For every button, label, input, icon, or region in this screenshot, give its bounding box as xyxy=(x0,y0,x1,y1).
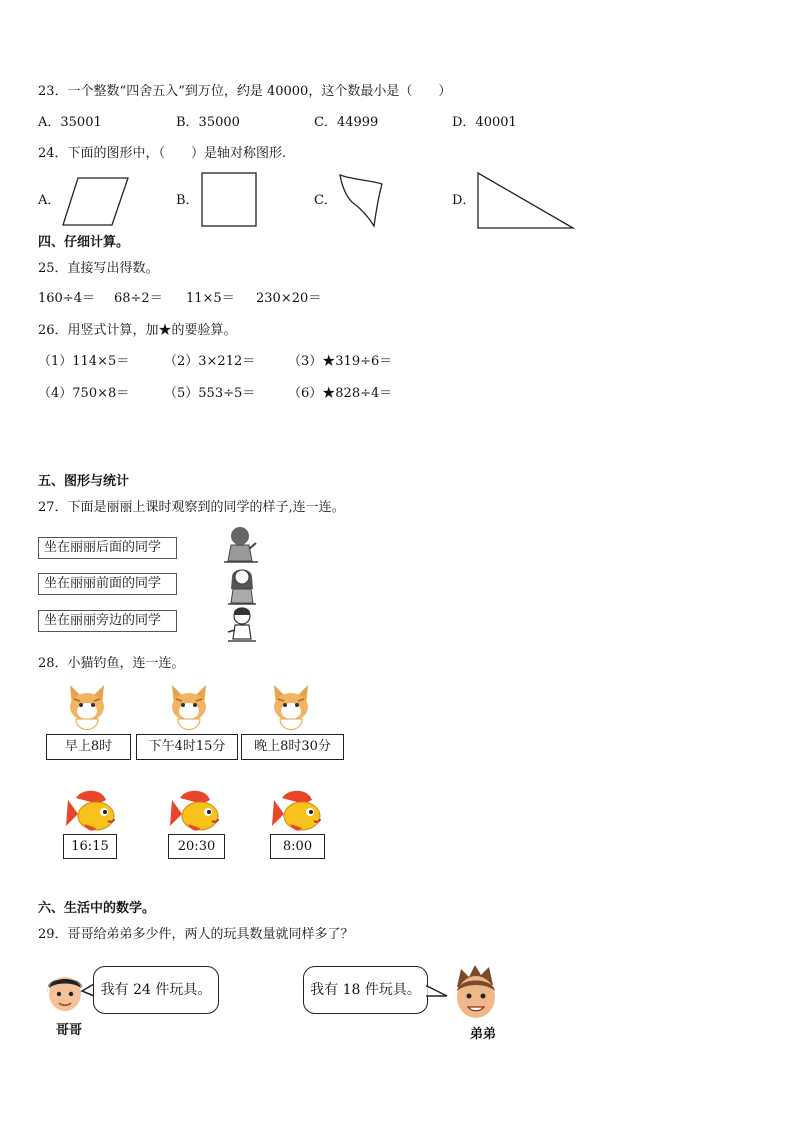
brother-name: 哥哥 xyxy=(56,1023,83,1038)
q25-item-2: 68÷2＝ xyxy=(114,291,163,306)
student-back-view-image xyxy=(224,525,258,565)
q26-item-4: （4）750×8＝ xyxy=(38,386,130,401)
q24-label-a: A． xyxy=(38,193,61,208)
q24-stem: 24．下面的图形中，（ ）是轴对称图形. xyxy=(38,146,287,161)
q25-stem: 25．直接写出得数。 xyxy=(38,261,159,276)
goldfish-image xyxy=(62,790,120,836)
q23-option-b: B．35000 xyxy=(176,115,240,130)
q26-item-5: （5）553÷5＝ xyxy=(164,386,256,401)
cat-label-1[interactable]: 早上8时 xyxy=(46,734,131,760)
right-triangle-shape xyxy=(477,172,575,230)
q25-item-1: 160÷4＝ xyxy=(38,291,95,306)
q24-label-c: C． xyxy=(314,193,337,208)
q26-item-6: （6）★828÷4＝ xyxy=(288,386,393,401)
section-5-heading: 五、图形与统计 xyxy=(38,474,130,489)
irregular-shape xyxy=(336,172,386,228)
cat-label-2[interactable]: 下午4时15分 xyxy=(136,734,238,760)
cat-label-3[interactable]: 晚上8时30分 xyxy=(241,734,344,760)
fish-label-1[interactable]: 16:15 xyxy=(63,834,117,859)
parallelogram-shape xyxy=(62,177,130,227)
q26-item-2: （2）3×212＝ xyxy=(164,354,256,369)
q27-stem: 27．下面是丽丽上课时观察到的同学的样子,连一连。 xyxy=(38,500,345,515)
q23-option-a: A．35001 xyxy=(38,115,102,130)
fish-label-2[interactable]: 20:30 xyxy=(168,834,225,859)
younger-brother-name: 弟弟 xyxy=(470,1027,497,1042)
q25-item-3: 11×5＝ xyxy=(186,291,235,306)
younger-brother-avatar xyxy=(451,965,501,1025)
speech-bubble-tail xyxy=(425,984,449,1000)
q23-option-c: C．44999 xyxy=(314,115,379,130)
q23-option-d: D．40001 xyxy=(452,115,517,130)
section-4-heading: 四、仔细计算。 xyxy=(38,235,130,250)
q28-stem: 28．小猫钓鱼，连一连。 xyxy=(38,656,185,671)
square-shape xyxy=(201,172,258,228)
q26-item-3: （3）★319÷6＝ xyxy=(288,354,393,369)
cat-image xyxy=(166,683,212,733)
student-front-view-image xyxy=(226,563,258,605)
goldfish-image xyxy=(268,790,326,836)
q27-box-beside[interactable]: 坐在丽丽旁边的同学 xyxy=(38,610,177,632)
q23-stem: 23．一个整数“四舍五入”到万位，约是 40000，这个数最小是（ ） xyxy=(38,84,452,99)
younger-brother-speech-bubble: 我有 18 件玩具。 xyxy=(303,966,428,1014)
q27-box-behind[interactable]: 坐在丽丽后面的同学 xyxy=(38,537,177,559)
cat-image xyxy=(64,683,110,733)
section-6-heading: 六、生活中的数学。 xyxy=(38,901,156,916)
q26-stem: 26．用竖式计算，加★的要验算。 xyxy=(38,323,237,338)
q29-stem: 29．哥哥给弟弟多少件，两人的玩具数量就同样多了？ xyxy=(38,927,354,942)
fish-label-3[interactable]: 8:00 xyxy=(270,834,325,859)
q24-label-b: B． xyxy=(176,193,199,208)
cat-image xyxy=(268,683,314,733)
student-side-view-image xyxy=(226,606,258,644)
q27-box-front[interactable]: 坐在丽丽前面的同学 xyxy=(38,573,177,595)
q24-label-d: D． xyxy=(452,193,476,208)
q26-item-1: （1）114×5＝ xyxy=(38,354,130,369)
goldfish-image xyxy=(166,790,224,836)
brother-speech-bubble: 我有 24 件玩具。 xyxy=(93,966,219,1014)
q25-item-4: 230×20＝ xyxy=(256,291,322,306)
